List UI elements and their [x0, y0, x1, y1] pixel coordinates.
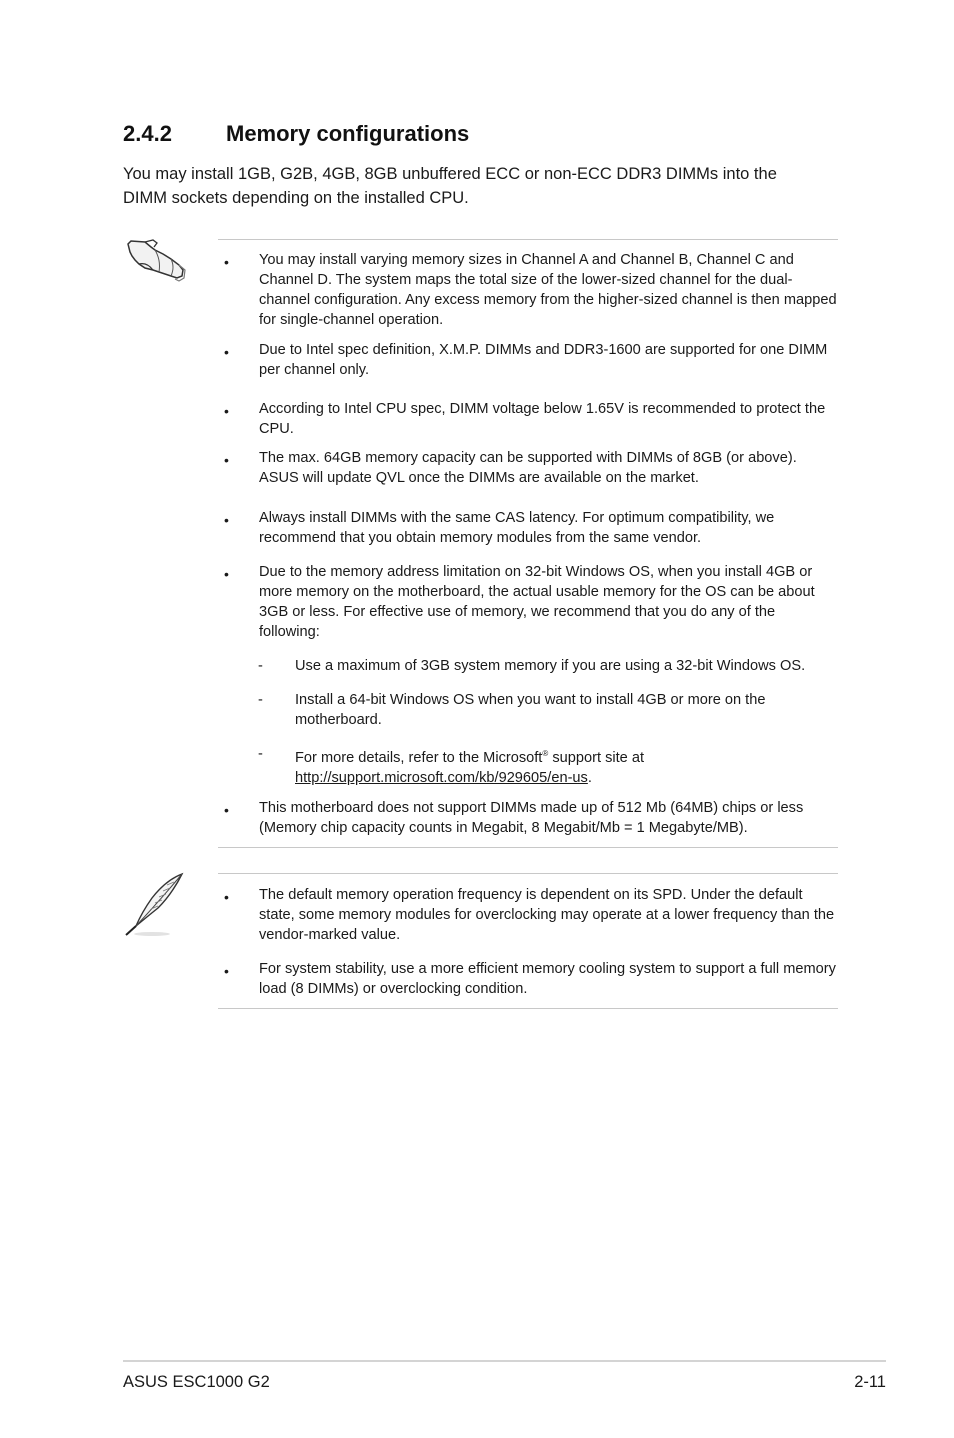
- footer-page-number: 2-11: [854, 1373, 886, 1391]
- important-note-3: According to Intel CPU spec, DIMM voltage below 1.65V is recommended to protect the CPU.: [259, 401, 826, 437]
- important-note-7: This motherboard does not support DIMMs made up of 512 Mb (64MB) chips or less (Memory chip capacity counts in Megabit, 8 Megabit/Mb = 1 Megabyte/MB).: [259, 800, 804, 836]
- dash-marker: -: [258, 746, 263, 762]
- section-heading: [123, 121, 469, 147]
- important-note-4: The max. 64GB memory capacity can be supported with DIMMs of 8GB (or above). ASUS will update QVL once the DIMMs are available on the market.: [259, 450, 797, 486]
- bullet-marker: •: [224, 403, 229, 419]
- feather-pen-icon: [122, 872, 186, 938]
- bullet-marker: •: [224, 512, 229, 528]
- sub-item-1: Use a maximum of 3GB system memory if you are using a 32-bit Windows OS.: [295, 658, 806, 674]
- important-note-2: Due to Intel spec definition, X.M.P. DIMMs and DDR3-1600 are supported for one DIMM per channel only.: [259, 342, 828, 378]
- section-title: Memory configurations: [226, 121, 470, 146]
- bullet-marker: •: [224, 254, 229, 270]
- sub-item-2: Install a 64-bit Windows OS when you want to install 4GB or more on the motherboard.: [295, 692, 766, 728]
- important-note-6: Due to the memory address limitation on 32-bit Windows OS, when you install 4GB or more memory on the motherboard, the actual usable memory for the OS can be about 3GB or less. For effective use of memory, we recommend that you do any of the following:: [259, 564, 815, 640]
- bullet-marker: •: [224, 452, 229, 468]
- hand-pointer-icon: [125, 234, 187, 284]
- bullet-marker: •: [224, 566, 229, 582]
- important-note-1: You may install varying memory sizes in Channel A and Channel B, Channel C and Channel D. The system maps the total size of the lower-sized channel for the dual-channel configuration. Any excess memory from the higher-sized channel is then mapped for single-channel operation.: [259, 252, 837, 328]
- bullet-marker: •: [224, 802, 229, 818]
- registered-mark: ®: [542, 749, 549, 758]
- sub-item-3: [295, 744, 840, 788]
- sub-item-3-end: .: [587, 769, 592, 786]
- microsoft-support-link[interactable]: http://support.microsoft.com/kb/929605/en-us: [295, 769, 588, 786]
- bullet-marker: •: [224, 344, 229, 360]
- bullet-marker: •: [224, 889, 229, 905]
- footer-product: ASUS ESC1000 G2: [123, 1373, 270, 1391]
- footer-rule: [123, 1360, 886, 1362]
- section-number: 2.4.2: [123, 121, 172, 146]
- dash-marker: -: [258, 658, 263, 674]
- note-2: For system stability, use a more efficient memory cooling system to support a full memory load (8 DIMMs) or overclocking condition.: [259, 961, 836, 997]
- sub-item-3-prefix: For more details, refer to the Microsoft: [295, 749, 543, 766]
- note-1: The default memory operation frequency is dependent on its SPD. Under the default state, some memory modules for overclocking may operate at a lower frequency than the vendor-marked value.: [259, 887, 835, 943]
- sub-item-3-suffix: support site at: [548, 749, 645, 766]
- dash-marker: -: [258, 692, 263, 708]
- important-note-5: Always install DIMMs with the same CAS latency. For optimum compatibility, we recommend that you obtain memory modules from the same vendor.: [259, 510, 775, 546]
- bullet-marker: •: [224, 963, 229, 979]
- intro-paragraph: You may install 1GB, G2B, 4GB, 8GB unbuffered ECC or non-ECC DDR3 DIMMs into the DIMM sockets depending on the installed CPU.: [123, 165, 777, 207]
